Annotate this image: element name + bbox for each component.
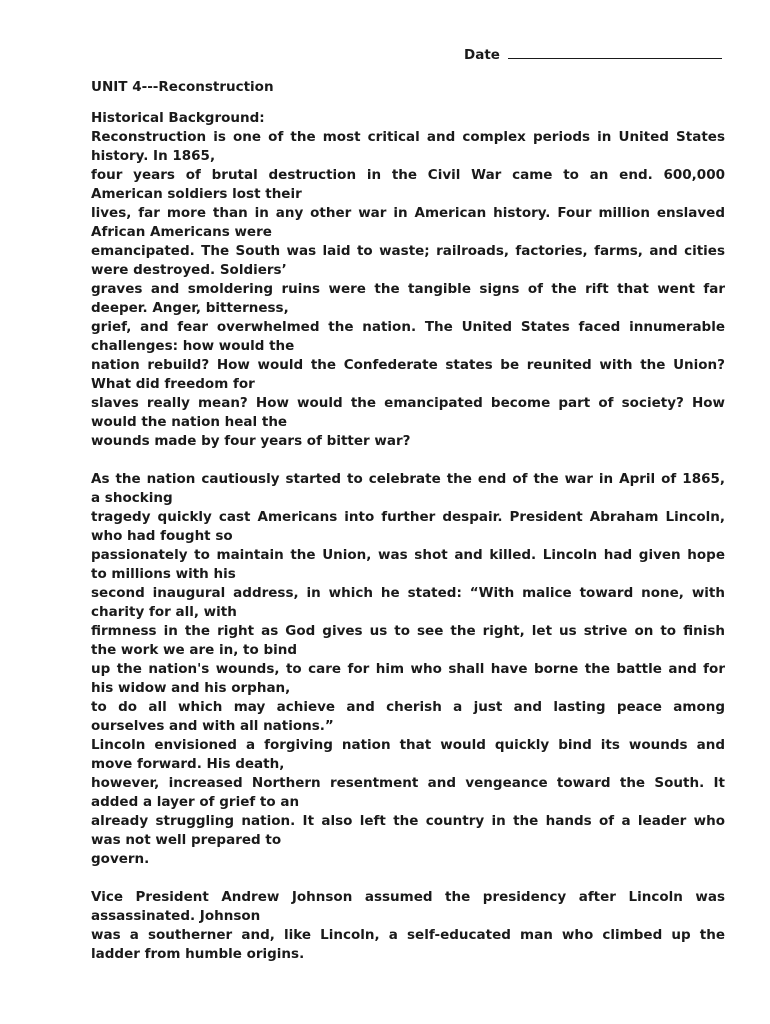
paragraph-line: to do all which may achieve and cherish a just and lasting peace among xyxy=(91,699,725,715)
paragraph-line: would the nation heal the xyxy=(91,414,288,430)
date-line xyxy=(464,46,722,65)
paragraph-line: Vice President Andrew Johnson assumed the presidency after Lincoln was xyxy=(91,889,725,905)
paragraph-line: passionately to maintain the Union, was shot and killed. Lincoln had given hope xyxy=(91,547,725,563)
paragraph-3 xyxy=(91,888,725,964)
paragraph-line: move forward. His death, xyxy=(91,756,285,772)
paragraph-line: the work we are in, to bind xyxy=(91,642,298,658)
paragraph-line: challenges: how would the xyxy=(91,338,295,354)
paragraph-line: charity for all, with xyxy=(91,604,237,620)
paragraph-line: already struggling nation. It also left the country in the hands of a leader who xyxy=(91,813,725,829)
paragraph-line: history. In 1865, xyxy=(91,148,216,164)
paragraph-line: who had fought so xyxy=(91,528,233,544)
paragraph-line: added a layer of grief to an xyxy=(91,794,300,810)
paragraph-line: second inaugural address, in which he stated: “With malice toward none, with xyxy=(91,585,725,601)
paragraph-line: deeper. Anger, bitterness, xyxy=(91,300,289,316)
paragraph-line: were destroyed. Soldiers’ xyxy=(91,262,287,278)
paragraph-line: four years of brutal destruction in the Civil War came to an end. 600,000 xyxy=(91,167,725,183)
paragraph-line: to millions with his xyxy=(91,566,236,582)
paragraph-line: was a southerner and, like Lincoln, a self-educated man who climbed up the xyxy=(91,927,725,943)
paragraph-line: was not well prepared to xyxy=(91,832,282,848)
paragraph-line: up the nation's wounds, to care for him who shall have borne the battle and for xyxy=(91,661,725,677)
paragraph-line: firmness in the right as God gives us to see the right, let us strive on to finish xyxy=(91,623,725,639)
paragraph-line: African Americans were xyxy=(91,224,272,240)
paragraph-line: his widow and his orphan, xyxy=(91,680,291,696)
paragraph-line: emancipated. The South was laid to waste; railroads, factories, farms, and cities xyxy=(91,243,725,259)
date-label: Date xyxy=(464,47,500,63)
paragraph-line: however, increased Northern resentment and vengeance toward the South. It xyxy=(91,775,725,791)
paragraph-line: a shocking xyxy=(91,490,173,506)
paragraph-line: nation rebuild? How would the Confederate states be reunited with the Union? xyxy=(91,357,725,373)
unit-title: UNIT 4---Reconstruction xyxy=(91,79,274,95)
paragraph-line: slaves really mean? How would the emancipated become part of society? How xyxy=(91,395,725,411)
paragraph-1 xyxy=(91,128,725,451)
paragraph-line: govern. xyxy=(91,851,150,867)
paragraph-line: ladder from humble origins. xyxy=(91,946,305,962)
paragraph-line: assassinated. Johnson xyxy=(91,908,261,924)
paragraph-line: wounds made by four years of bitter war? xyxy=(91,433,411,449)
paragraph-line: As the nation cautiously started to celebrate the end of the war in April of 1865, xyxy=(91,471,725,487)
date-blank-field[interactable] xyxy=(508,46,722,59)
paragraph-line: lives, far more than in any other war in American history. Four million enslaved xyxy=(91,205,725,221)
paragraph-line: American soldiers lost their xyxy=(91,186,302,202)
paragraph-line: grief, and fear overwhelmed the nation. The United States faced innumerable xyxy=(91,319,725,335)
paragraph-line: Reconstruction is one of the most critical and complex periods in United States xyxy=(91,129,725,145)
paragraph-line: tragedy quickly cast Americans into further despair. President Abraham Lincoln, xyxy=(91,509,725,525)
paragraph-line: ourselves and with all nations.” xyxy=(91,718,334,734)
paragraph-line: Lincoln envisioned a forgiving nation that would quickly bind its wounds and xyxy=(91,737,725,753)
paragraph-2 xyxy=(91,470,725,869)
paragraph-line: graves and smoldering ruins were the tangible signs of the rift that went far xyxy=(91,281,725,297)
paragraph-line: What did freedom for xyxy=(91,376,255,392)
section-heading: Historical Background: xyxy=(91,110,265,126)
